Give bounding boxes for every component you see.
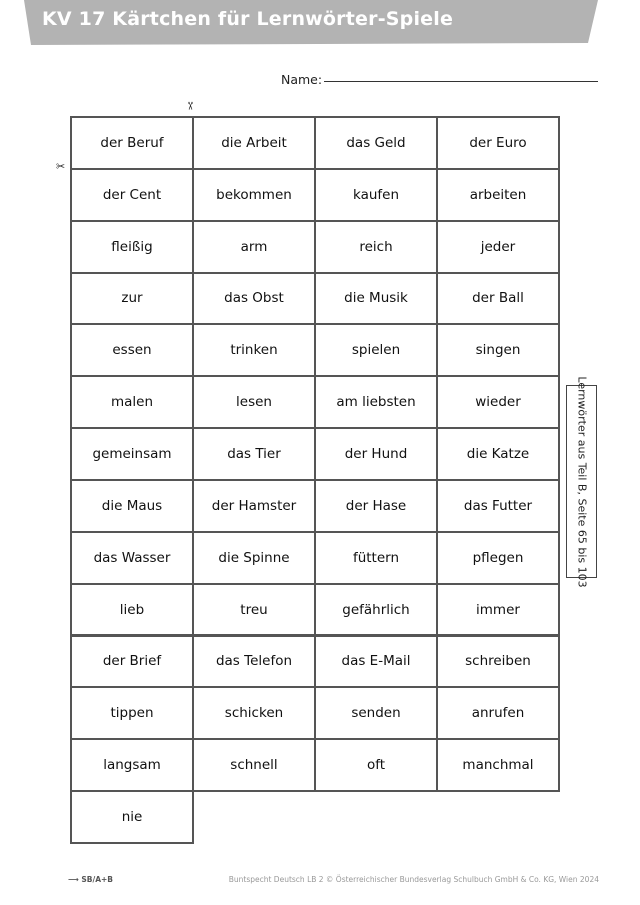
word-card: jeder [436,220,560,274]
footer-reference: ⟶ SB/A+B [68,875,114,884]
word-card: der Beruf [70,116,194,170]
header-banner [0,0,640,46]
word-card: das E-Mail [314,635,438,689]
word-card: die Arbeit [192,116,316,170]
word-card: bekommen [192,168,316,222]
word-card: schnell [192,738,316,792]
word-card: anrufen [436,686,560,740]
word-card: langsam [70,738,194,792]
word-card: das Telefon [192,635,316,689]
word-card: der Brief [70,635,194,689]
word-card: reich [314,220,438,274]
name-field-row [281,71,322,87]
word-card: schicken [192,686,316,740]
word-card: die Musik [314,272,438,326]
word-card: singen [436,323,560,377]
word-card: der Ball [436,272,560,326]
word-card: manchmal [436,738,560,792]
word-card: die Maus [70,479,194,533]
word-card: fleißig [70,220,194,274]
word-card: am liebsten [314,375,438,429]
word-card: immer [436,583,560,637]
word-card: füttern [314,531,438,585]
name-input-line[interactable] [324,81,598,82]
scissors-icon: ✂ [56,160,66,173]
word-card: oft [314,738,438,792]
word-card: wieder [436,375,560,429]
word-card: kaufen [314,168,438,222]
word-card: die Katze [436,427,560,481]
word-card: die Spinne [192,531,316,585]
word-card: der Cent [70,168,194,222]
word-card: gefährlich [314,583,438,637]
footer-copyright: Buntspecht Deutsch LB 2 © Österreichischer Bundesverlag Schulbuch GmbH & Co. KG, Wien 2024 [228,875,599,884]
word-card: malen [70,375,194,429]
word-card: zur [70,272,194,326]
word-card: der Hund [314,427,438,481]
word-card: treu [192,583,316,637]
side-note-text: Lernwörter aus Teil B, Seite 65 bis 103 [575,375,588,588]
word-card: tippen [70,686,194,740]
word-card: trinken [192,323,316,377]
word-card: das Obst [192,272,316,326]
word-card: senden [314,686,438,740]
word-card: das Wasser [70,531,194,585]
word-card: schreiben [436,635,560,689]
page-title: KV 17 Kärtchen für Lernwörter-Spiele [42,8,454,30]
side-note-box [566,375,597,588]
word-card: das Futter [436,479,560,533]
name-label: Name: [281,72,323,87]
word-card: essen [70,323,194,377]
word-card: arm [192,220,316,274]
word-card: der Euro [436,116,560,170]
word-card: arbeiten [436,168,560,222]
word-card: pflegen [436,531,560,585]
word-card: lesen [192,375,316,429]
word-card: spielen [314,323,438,377]
word-card: das Geld [314,116,438,170]
word-card: der Hamster [192,479,316,533]
word-card: das Tier [192,427,316,481]
word-card: nie [70,790,194,844]
word-card: der Hase [314,479,438,533]
word-card: gemeinsam [70,427,194,481]
scissors-icon: ✂ [183,101,197,111]
word-card: lieb [70,583,194,637]
